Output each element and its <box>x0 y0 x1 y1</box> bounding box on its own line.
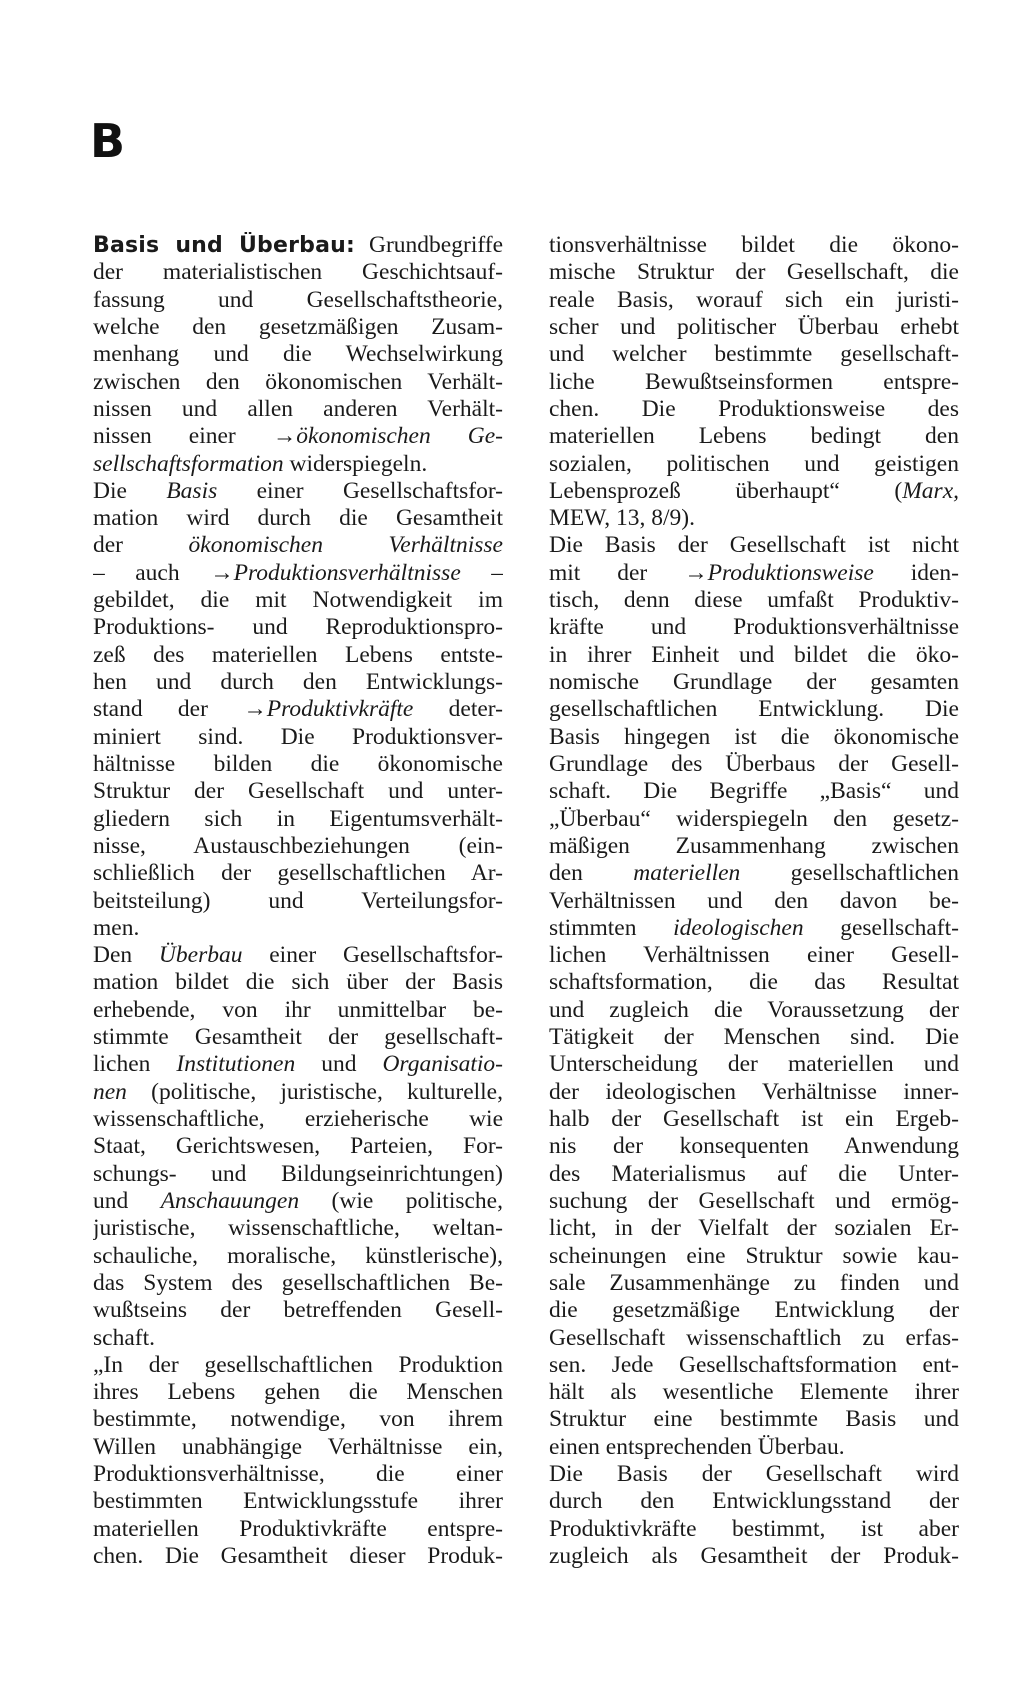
text-segment: mation wird durch die Gesamtheit <box>93 505 503 532</box>
text-line <box>549 860 959 887</box>
text-segment: gesellschaft- <box>803 914 959 941</box>
text-line <box>549 1161 959 1188</box>
text-segment: gebildet, die mit Notwendigkeit im <box>93 587 503 614</box>
text-line <box>93 969 503 996</box>
text-line <box>93 806 503 833</box>
text-line <box>549 1270 959 1297</box>
text-segment: schaft. <box>93 1324 155 1351</box>
text-line <box>549 1215 959 1242</box>
text-segment: chen. Die Produktionsweise des <box>549 395 959 422</box>
text-line <box>93 1024 503 1051</box>
text-line <box>93 1106 503 1133</box>
text-segment: licht, in der Vielfalt der sozialen Er- <box>549 1215 959 1242</box>
text-segment: nissen einer → <box>93 423 297 450</box>
text-line <box>549 587 959 614</box>
text-line <box>549 806 959 833</box>
italic-term: Marx, <box>902 477 959 504</box>
text-segment: Struktur der Gesellschaft und unter- <box>93 778 503 805</box>
text-line <box>93 1461 503 1488</box>
italic-term: Produktionsweise <box>707 559 874 586</box>
text-segment: sozialen, politischen und geistigen <box>549 450 959 477</box>
text-segment: hältnisse bilden die ökonomische <box>93 750 503 777</box>
text-line <box>549 396 959 423</box>
text-line <box>549 942 959 969</box>
text-line <box>549 505 959 532</box>
text-segment: der ideologischen Verhältnisse inner- <box>549 1078 959 1105</box>
text-line <box>549 1079 959 1106</box>
text-line <box>549 969 959 996</box>
text-segment: (wie politische, <box>299 1187 503 1214</box>
text-line <box>93 1488 503 1515</box>
text-line <box>93 1133 503 1160</box>
text-line <box>549 259 959 286</box>
text-line <box>549 778 959 805</box>
italic-term: Überbau <box>158 942 243 969</box>
text-line <box>93 532 503 559</box>
italic-term: sellschaftsformation <box>93 450 284 477</box>
text-line <box>549 1352 959 1379</box>
text-segment: scheinungen eine Struktur sowie kau- <box>549 1242 959 1269</box>
text-segment: Gesellschaft wissenschaftlich zu erfas- <box>549 1324 959 1351</box>
italic-term: Anschauungen <box>160 1187 300 1214</box>
text-segment: men. <box>93 914 140 941</box>
text-segment: Die Basis der Gesellschaft ist nicht <box>549 532 959 559</box>
text-segment: bestimmte, notwendige, von ihrem <box>93 1406 503 1433</box>
text-segment: reale Basis, worauf sich ein juristi- <box>549 286 959 313</box>
text-segment: lichen Verhältnissen einer Gesell- <box>549 942 959 969</box>
text-line <box>93 314 503 341</box>
text-segment: miniert sind. Die Produktionsver- <box>93 723 503 750</box>
text-segment: Lebensprozeß überhaupt“ ( <box>549 477 903 504</box>
text-segment: mit der → <box>549 559 708 586</box>
text-segment: einen entsprechenden Überbau. <box>549 1433 845 1460</box>
text-line <box>93 1188 503 1215</box>
text-segment: des Materialismus auf die Unter- <box>549 1160 959 1187</box>
text-line <box>549 560 959 587</box>
text-segment: nisse, Austauschbeziehungen (ein- <box>93 832 503 859</box>
text-segment: Willen unabhängige Verhältnisse ein, <box>93 1433 503 1460</box>
text-line <box>549 1379 959 1406</box>
text-line <box>549 1188 959 1215</box>
left-column <box>93 232 503 1570</box>
text-segment: wußtseins der betreffenden Gesell- <box>93 1297 503 1324</box>
italic-term: Produktivkräfte <box>266 696 414 723</box>
text-line <box>549 751 959 778</box>
text-segment: MEW, 13, 8/9). <box>549 505 696 532</box>
text-line <box>93 451 503 478</box>
text-line <box>93 1325 503 1352</box>
text-segment: und zugleich die Voraussetzung der <box>549 996 959 1023</box>
text-line <box>93 560 503 587</box>
text-segment: „Überbau“ widerspiegeln den gesetz- <box>549 805 959 832</box>
text-line <box>93 915 503 942</box>
text-segment: Den <box>93 942 159 969</box>
text-line <box>93 1379 503 1406</box>
text-segment: sen. Jede Gesellschaftsformation ent- <box>549 1351 959 1378</box>
text-segment: Grundlage des Überbaus der Gesell- <box>549 750 959 777</box>
text-line <box>549 287 959 314</box>
text-segment: Produktivkräfte bestimmt, ist aber <box>549 1515 959 1542</box>
text-line <box>549 1024 959 1051</box>
text-segment: materiellen Produktivkräfte entspre- <box>93 1515 503 1542</box>
text-segment: chen. Die Gesamtheit dieser Produk- <box>93 1543 503 1569</box>
text-line <box>93 724 503 751</box>
text-line <box>93 369 503 396</box>
text-line <box>549 1434 959 1461</box>
text-segment: Verhältnissen und den davon be- <box>549 887 959 914</box>
right-column <box>549 232 959 1570</box>
text-line <box>93 778 503 805</box>
text-line <box>549 1543 959 1570</box>
text-segment: gliedern sich in Eigentumsverhält- <box>93 805 503 832</box>
section-letter: B <box>90 114 126 168</box>
text-segment: bestimmten Entwicklungsstufe ihrer <box>93 1488 503 1515</box>
text-line <box>93 287 503 314</box>
text-segment: Basis hingegen ist die ökonomische <box>549 723 959 750</box>
headword: Basis und Überbau: <box>93 233 356 258</box>
text-line <box>93 1051 503 1078</box>
text-segment: hen und durch den Entwicklungs- <box>93 669 503 695</box>
text-line <box>93 1434 503 1461</box>
text-line <box>93 1161 503 1188</box>
text-segment: das System des gesellschaftlichen Be- <box>93 1269 503 1296</box>
text-segment: mische Struktur der Gesellschaft, die <box>549 259 959 286</box>
text-segment: wissenschaftliche, erzieherische wie <box>93 1106 503 1132</box>
text-line <box>549 696 959 723</box>
text-line <box>549 1297 959 1324</box>
text-segment: schungs- und Bildungseinrichtungen) <box>93 1160 503 1187</box>
text-segment: – <box>460 559 503 586</box>
text-line <box>549 451 959 478</box>
text-line <box>93 997 503 1024</box>
text-line <box>549 1488 959 1515</box>
text-line <box>93 669 503 696</box>
text-segment: Tätigkeit der Menschen sind. Die <box>549 1024 959 1051</box>
text-segment: einer Gesellschaftsfor- <box>242 942 503 969</box>
text-segment: gesellschaftlichen Entwicklung. Die <box>549 696 959 723</box>
text-segment: hält als wesentliche Elemente ihrer <box>549 1379 959 1406</box>
text-segment: fassung und Gesellschaftstheorie, <box>93 286 503 313</box>
text-line <box>93 1215 503 1242</box>
text-segment: Produktionsverhältnisse, die einer <box>93 1461 503 1488</box>
text-segment: kräfte und Produktionsverhältnisse <box>549 614 959 641</box>
text-segment: der materialistischen Geschichtsauf- <box>93 259 503 286</box>
text-line <box>93 232 503 259</box>
text-segment: in ihrer Einheit und bildet die öko- <box>549 641 959 668</box>
text-line <box>93 642 503 669</box>
text-segment: Staat, Gerichtswesen, Parteien, For- <box>93 1133 503 1160</box>
text-segment: zugleich als Gesamtheit der Produk- <box>549 1543 959 1569</box>
text-line <box>549 642 959 669</box>
text-line <box>549 1106 959 1133</box>
text-segment: Die Basis der Gesellschaft wird <box>549 1461 959 1488</box>
text-line <box>93 696 503 723</box>
text-line <box>549 915 959 942</box>
text-segment: ihres Lebens gehen die Menschen <box>93 1379 503 1406</box>
text-line <box>93 423 503 450</box>
text-line <box>93 478 503 505</box>
text-segment: (politische, juristische, kulturelle, <box>126 1078 503 1105</box>
text-segment: iden- <box>873 559 959 586</box>
text-segment: mation bildet die sich über der Basis <box>93 969 503 996</box>
text-segment: menhang und die Wechselwirkung <box>93 341 503 368</box>
text-line <box>549 1051 959 1078</box>
text-line <box>93 1243 503 1270</box>
text-segment: schaftsformation, die das Resultat <box>549 969 959 996</box>
text-line <box>549 724 959 751</box>
text-segment: und <box>295 1051 383 1078</box>
italic-term: materiellen <box>633 860 741 887</box>
text-line <box>549 888 959 915</box>
text-line <box>93 1543 503 1570</box>
text-line <box>549 1243 959 1270</box>
text-segment: Die <box>93 477 167 504</box>
text-segment: durch den Entwicklungsstand der <box>549 1488 959 1515</box>
text-line <box>549 1325 959 1352</box>
text-segment: den <box>549 860 634 887</box>
text-segment: liche Bewußtseinsformen entspre- <box>549 368 959 395</box>
text-segment: der <box>93 532 189 559</box>
italic-term: nen <box>93 1078 127 1105</box>
text-line <box>93 505 503 532</box>
text-segment: deter- <box>413 696 503 723</box>
text-line <box>549 532 959 559</box>
text-segment: Unterscheidung der materiellen und <box>549 1051 959 1078</box>
text-segment: welche den gesetzmäßigen Zusam- <box>93 313 503 340</box>
text-segment: schauliche, moralische, künstlerische), <box>93 1242 503 1269</box>
text-line <box>93 614 503 641</box>
text-segment: lichen <box>93 1051 177 1078</box>
text-line <box>93 888 503 915</box>
text-line <box>93 259 503 286</box>
text-segment: stimmte Gesamtheit der gesellschaft- <box>93 1024 503 1051</box>
text-line <box>549 1461 959 1488</box>
text-segment: die gesetzmäßige Entwicklung der <box>549 1297 959 1324</box>
text-segment: und welcher bestimmte gesellschaft- <box>549 341 959 368</box>
text-line <box>93 1406 503 1433</box>
text-segment: zwischen den ökonomischen Verhält- <box>93 368 503 395</box>
text-segment: nomische Grundlage der gesamten <box>549 669 959 695</box>
text-segment: juristische, wissenschaftliche, weltan- <box>93 1215 503 1242</box>
text-line <box>549 1406 959 1433</box>
text-segment: nis der konsequenten Anwendung <box>549 1133 959 1160</box>
text-line <box>549 1516 959 1543</box>
italic-term: Produktionsverhältnisse <box>233 559 461 586</box>
text-segment: halb der Gesellschaft ist ein Ergeb- <box>549 1106 959 1132</box>
text-segment: zeß des materiellen Lebens entste- <box>93 641 503 668</box>
text-line <box>549 314 959 341</box>
text-line <box>549 478 959 505</box>
text-line <box>93 751 503 778</box>
text-segment: suchung der Gesellschaft und ermög- <box>549 1187 959 1214</box>
text-segment: Struktur eine bestimmte Basis und <box>549 1406 959 1433</box>
text-segment: tionsverhältnisse bildet die ökono- <box>549 232 959 258</box>
text-line <box>549 833 959 860</box>
text-line <box>93 942 503 969</box>
text-line <box>93 1352 503 1379</box>
text-segment: mäßigen Zusammenhang zwischen <box>549 832 959 859</box>
text-line <box>549 341 959 368</box>
text-segment: schaft. Die Begriffe „Basis“ und <box>549 778 959 805</box>
text-segment: tisch, denn diese umfaßt Produktiv- <box>549 587 959 614</box>
italic-term: Organisatio- <box>382 1051 503 1078</box>
text-segment: erhebende, von ihr unmittelbar be- <box>93 996 503 1023</box>
text-segment: stand der → <box>93 696 267 723</box>
text-segment: beitsteilung) und Verteilungsfor- <box>93 887 503 914</box>
text-line <box>93 341 503 368</box>
text-segment: sale Zusammenhänge zu finden und <box>549 1269 959 1296</box>
text-segment: stimmten <box>549 914 674 941</box>
text-line <box>549 423 959 450</box>
text-line <box>549 614 959 641</box>
text-line <box>93 587 503 614</box>
text-line <box>93 1270 503 1297</box>
italic-term: ideologischen <box>673 914 804 941</box>
text-segment: Produktions- und Reproduktionspro- <box>93 614 503 641</box>
text-segment: – auch → <box>93 559 234 586</box>
text-segment: einer Gesellschaftsfor- <box>217 477 503 504</box>
text-line <box>549 369 959 396</box>
text-segment: schließlich der gesellschaftlichen Ar- <box>93 860 503 887</box>
italic-term: ökonomischen Verhältnisse <box>188 532 503 559</box>
text-segment: scher und politischer Überbau erhebt <box>549 313 959 340</box>
text-segment: gesellschaftlichen <box>740 860 959 887</box>
text-line <box>93 396 503 423</box>
text-segment: widerspiegeln. <box>283 450 428 477</box>
text-segment: materiellen Lebens bedingt den <box>549 423 959 450</box>
text-segment: Grundbegriffe <box>369 232 503 258</box>
text-segment: „In der gesellschaftlichen Produktion <box>93 1351 503 1378</box>
text-line <box>549 997 959 1024</box>
text-line <box>549 669 959 696</box>
italic-term: ökonomischen Ge- <box>296 423 503 450</box>
text-line <box>93 833 503 860</box>
text-line <box>93 1079 503 1106</box>
text-segment: nissen und allen anderen Verhält- <box>93 395 503 422</box>
text-line <box>93 1516 503 1543</box>
text-line <box>93 860 503 887</box>
text-line <box>93 1297 503 1324</box>
text-line <box>549 1133 959 1160</box>
text-segment: und <box>93 1187 161 1214</box>
text-line <box>549 232 959 259</box>
italic-term: Basis <box>166 477 218 504</box>
italic-term: Institutionen <box>176 1051 296 1078</box>
